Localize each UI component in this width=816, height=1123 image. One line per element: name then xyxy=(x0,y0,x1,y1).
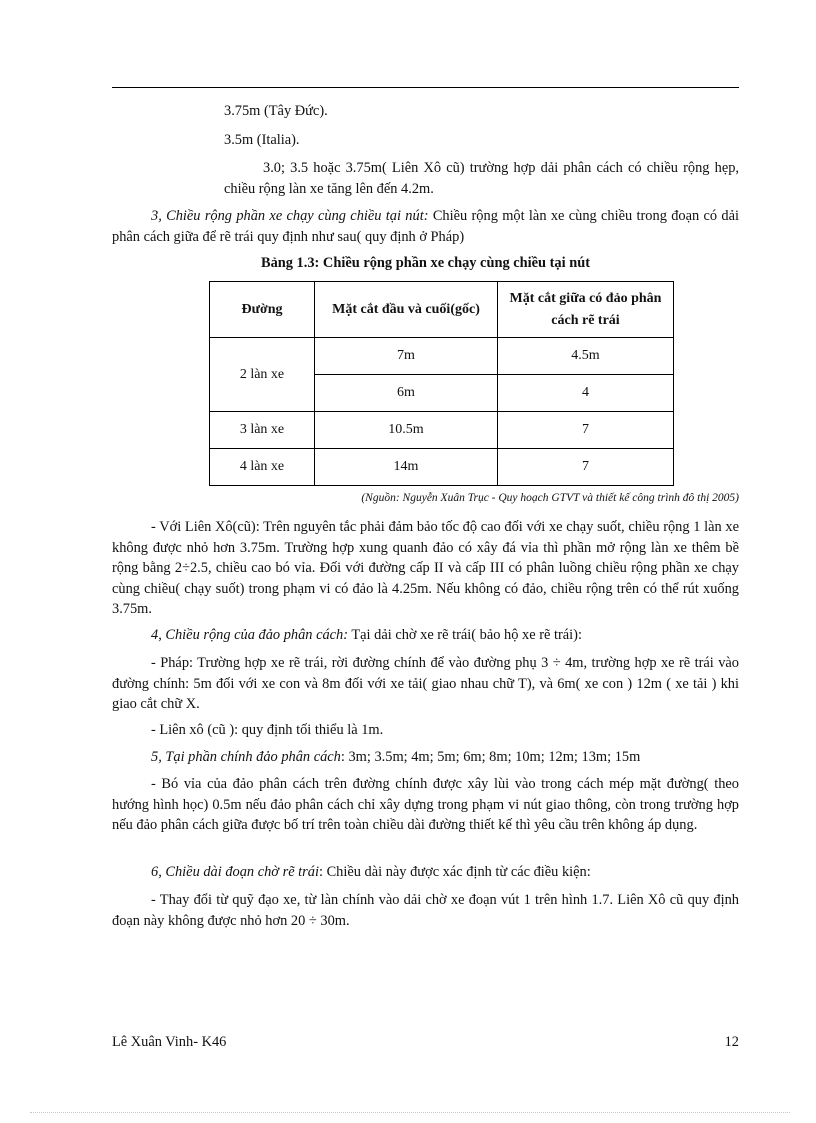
lane-width-table xyxy=(209,281,674,486)
table-cell-mid: 7 xyxy=(498,412,674,449)
section-6-paragraph xyxy=(112,862,739,883)
section-5-heading: 5, Tại phần chính đảo phân cách xyxy=(151,749,341,765)
section-4-text: Tại dải chờ xe rẽ trái( bảo hộ xe rẽ trái): xyxy=(348,627,582,643)
section-3-paragraph xyxy=(112,206,739,247)
table-cell-road: 4 làn xe xyxy=(210,449,315,486)
table-cell-mid: 4 xyxy=(498,375,674,412)
section-4-heading: 4, Chiều rộng của đảo phân cách: xyxy=(151,627,349,643)
section-6-text: : Chiều dài này được xác định từ các điều kiện: xyxy=(318,864,591,880)
line-lien-xo: 3.0; 3.5 hoặc 3.75m( Liên Xô cũ) trường hợp dải phân cách có chiều rộng hẹp, chiều rộng làn xe tăng lên đến 4.2m. xyxy=(224,160,739,197)
table-source: (Nguồn: Nguyễn Xuân Trục - Quy hoạch GTVT và thiết kế công trình đô thị 2005) xyxy=(361,492,739,504)
table-cell-end: 6m xyxy=(315,375,498,412)
header-end-section: Mặt cắt đầu và cuối(gốc) xyxy=(315,282,498,338)
section-5-text: : 3m; 3.5m; 4m; 5m; 6m; 8m; 10m; 12m; 13m; 15m xyxy=(340,749,641,765)
header-rule xyxy=(112,87,739,88)
table-cell-road: 3 làn xe xyxy=(210,412,315,449)
header-road: Đường xyxy=(210,282,315,338)
section-4-paragraph xyxy=(112,625,739,646)
section-5-paragraph xyxy=(112,747,739,768)
table-cell-mid: 7 xyxy=(498,449,674,486)
table-cell-end: 10.5m xyxy=(315,412,498,449)
paragraph-thay-doi: - Thay đổi từ quỹ đạo xe, từ làn chính vào dải chờ xe đoạn vút 1 trên hình 1.7. Liên Xô cũ quy định đoạn này không được nhỏ hơn 20 ÷ 30m. xyxy=(112,892,739,929)
page-number: 12 xyxy=(724,1034,739,1050)
table-caption: Bảng 1.3: Chiều rộng phần xe chạy cùng chiều tại nút xyxy=(260,255,591,271)
header-mid-section: Mặt cắt giữa có đảo phân cách rẽ trái xyxy=(498,282,674,338)
line-tay-duc: 3.75m (Tây Đức). xyxy=(224,103,328,119)
paragraph-phap: - Pháp: Trường hợp xe rẽ trái, rời đường chính để vào đường phụ 3 ÷ 4m, trường hợp xe rẽ trái vào đường chính: 5m đối với xe con và 8m đối với xe tải( giao nhau chữ T), và 6m( xe con ) 12m ( xe tải ) khi giao cắt chữ X. xyxy=(112,655,739,712)
paragraph-bo-via: - Bó vỉa của đảo phân cách trên đường chính được xây lùi vào trong cách mép mặt đường( theo hướng hình học) 0.5m nếu đảo phân cách chỉ xây dựng trong phạm vi nút giao thông, còn trong trường hợp nếu đảo phân cách giữa được bố trí trên toàn chiều dài đường thiết kế thì yêu cầu trên không áp dụng. xyxy=(112,776,739,833)
bottom-dotted-rule xyxy=(30,1112,790,1113)
line-italia: 3.5m (Italia). xyxy=(224,132,300,148)
table-cell-end: 14m xyxy=(315,449,498,486)
paragraph-lien-xo-2: - Liên xô (cũ ): quy định tối thiểu là 1m. xyxy=(151,722,384,738)
table-cell-mid: 4.5m xyxy=(498,338,674,375)
table-cell-end: 7m xyxy=(315,338,498,375)
section-6-heading: 6, Chiều dài đoạn chờ rẽ trái xyxy=(151,864,319,880)
paragraph-lien-xo: - Với Liên Xô(cũ): Trên nguyên tắc phải đảm bảo tốc độ cao đối với xe chạy suốt, chiều rộng 1 làn xe không được nhỏ hơn 3.75m. Trường hợp xung quanh đảo có xây đá vỉa thì phần mở rộng làn xe thêm bề rộng bằng 2÷2.5, chiều cao bó vỉa. Đối với đường cấp II và cấp III có phân luồng chiều rộng phần xe chạy cùng chiều( chạy suốt) trong phạm vi có đảo là 4.25m. Nếu không có đảo, chiều rộng trên có thể rút xuống 3.75m. xyxy=(112,519,739,617)
footer-author: Lê Xuân Vinh- K46 xyxy=(112,1034,227,1050)
table-cell-road: 2 làn xe xyxy=(210,338,315,412)
section-3-text: Chiều rộng một làn xe cùng chiều trong đoạn có dải phân cách giữa để rẽ trái quy định như sau( quy định ở Pháp) xyxy=(112,208,740,245)
section-3-heading: 3, Chiều rộng phần xe chạy cùng chiều tại nút: xyxy=(151,208,429,224)
